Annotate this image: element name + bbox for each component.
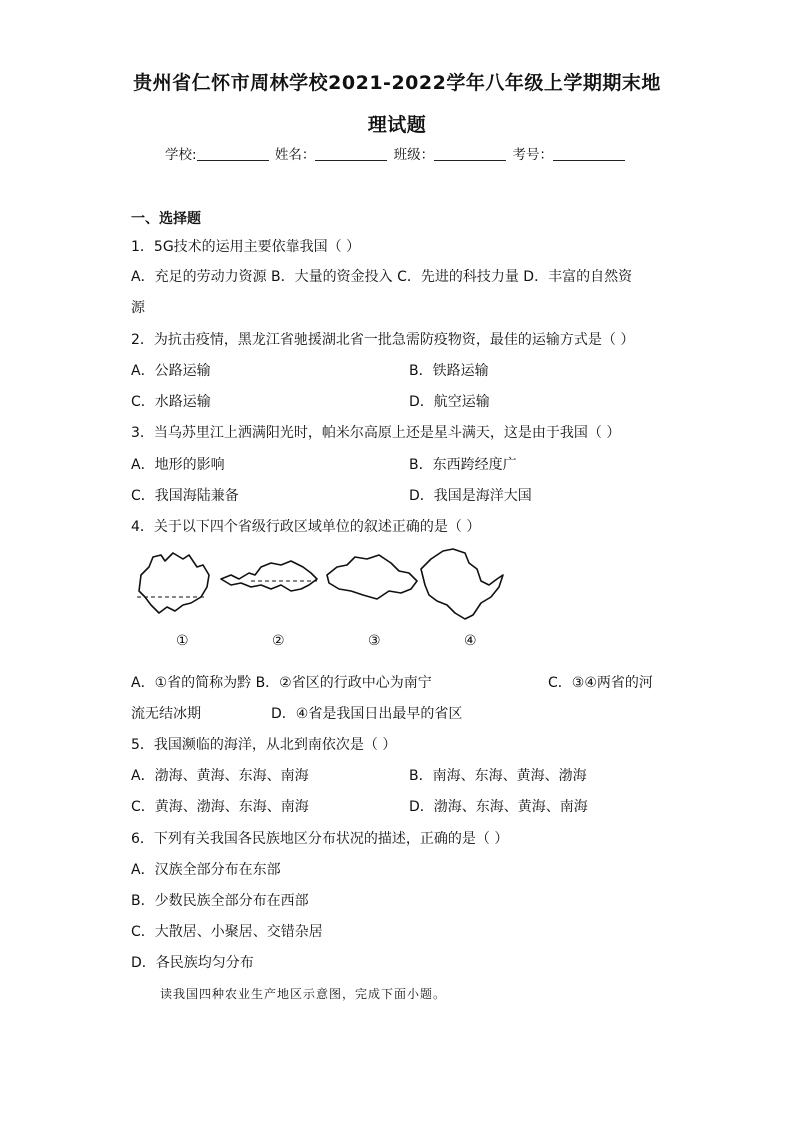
q4-option-d: D．④省是我国日出最早的省区 <box>271 706 463 722</box>
map-outline-2 <box>221 561 317 591</box>
class-label: 班级： <box>393 147 435 163</box>
exam-title-line1: 贵州省仁怀市周林学校2021-2022学年八年级上学期期末地 <box>133 72 661 94</box>
map-label-1: ① <box>176 633 189 649</box>
q6-option-d: D．各民族均匀分布 <box>131 955 254 971</box>
section-heading: 一、选择题 <box>131 211 201 227</box>
q2-stem: 2．为抗击疫情，黑龙江省驰援湖北省一批急需防疫物资，最佳的运输方式是（ ） <box>131 332 635 348</box>
name-label: 姓名： <box>274 147 316 163</box>
q2-option-d: D．航空运输 <box>409 394 490 410</box>
number-label: 考号： <box>512 147 553 163</box>
q5-option-b: B．南海、东海、黄海、渤海 <box>409 768 587 784</box>
map-outline-1 <box>139 553 209 613</box>
q4-option-c: C．③④两省的河 <box>548 675 653 691</box>
q4-options-ab: A．①省的简称为黔 B．②省区的行政中心为南宁 <box>131 675 432 691</box>
map-label-3: ③ <box>368 633 381 649</box>
q3-option-d: D．我国是海洋大国 <box>409 488 532 504</box>
q1-options-cont: 源 <box>131 300 145 316</box>
school-blank <box>197 146 269 161</box>
q5-stem: 5．我国濒临的海洋，从北到南依次是（ ） <box>131 737 397 753</box>
q5-option-a: A．渤海、黄海、东海、南海 <box>131 768 309 784</box>
q3-option-b: B．东西跨经度广 <box>409 457 517 473</box>
q4-option-c-cont: 流无结冰期 <box>131 706 201 722</box>
class-blank <box>434 146 506 161</box>
q4-stem: 4．关于以下四个省级行政区域单位的叙述正确的是（ ） <box>131 519 481 535</box>
q3-option-c: C．我国海陆兼备 <box>131 488 239 504</box>
q6-option-a: A．汉族全部分布在东部 <box>131 862 281 878</box>
q2-option-a: A．公路运输 <box>131 363 211 379</box>
map-outline-3 <box>327 555 417 599</box>
school-label: 学校: <box>165 147 197 163</box>
name-blank <box>315 146 387 161</box>
map-outline-4 <box>421 549 503 619</box>
q5-option-d: D．渤海、东海、黄海、南海 <box>409 799 588 815</box>
q6-option-b: B．少数民族全部分布在西部 <box>131 893 309 909</box>
q6-option-c: C．大散居、小聚居、交错杂居 <box>131 924 323 940</box>
q5-option-c: C．黄海、渤海、东海、南海 <box>131 799 309 815</box>
province-outline-maps <box>131 545 511 625</box>
map-label-4: ④ <box>464 633 477 649</box>
reading-prompt: 读我国四种农业生产地区示意图，完成下面小题。 <box>160 987 447 1001</box>
exam-title-line2: 理试题 <box>367 114 427 136</box>
number-blank <box>553 146 625 161</box>
q2-option-c: C．水路运输 <box>131 394 211 410</box>
student-info-row <box>165 143 627 163</box>
q1-stem: 1．5G技术的运用主要依靠我国（ ） <box>131 239 361 255</box>
q3-option-a: A．地形的影响 <box>131 457 225 473</box>
q6-stem: 6．下列有关我国各民族地区分布状况的描述，正确的是（ ） <box>131 831 509 847</box>
q2-option-b: B．铁路运输 <box>409 363 489 379</box>
q1-options: A．充足的劳动力资源 B．大量的资金投入 C．先进的科技力量 D．丰富的自然资 <box>131 269 633 285</box>
q3-stem: 3．当乌苏里江上洒满阳光时，帕米尔高原上还是星斗满天，这是由于我国（ ） <box>131 425 621 441</box>
map-label-2: ② <box>272 633 285 649</box>
